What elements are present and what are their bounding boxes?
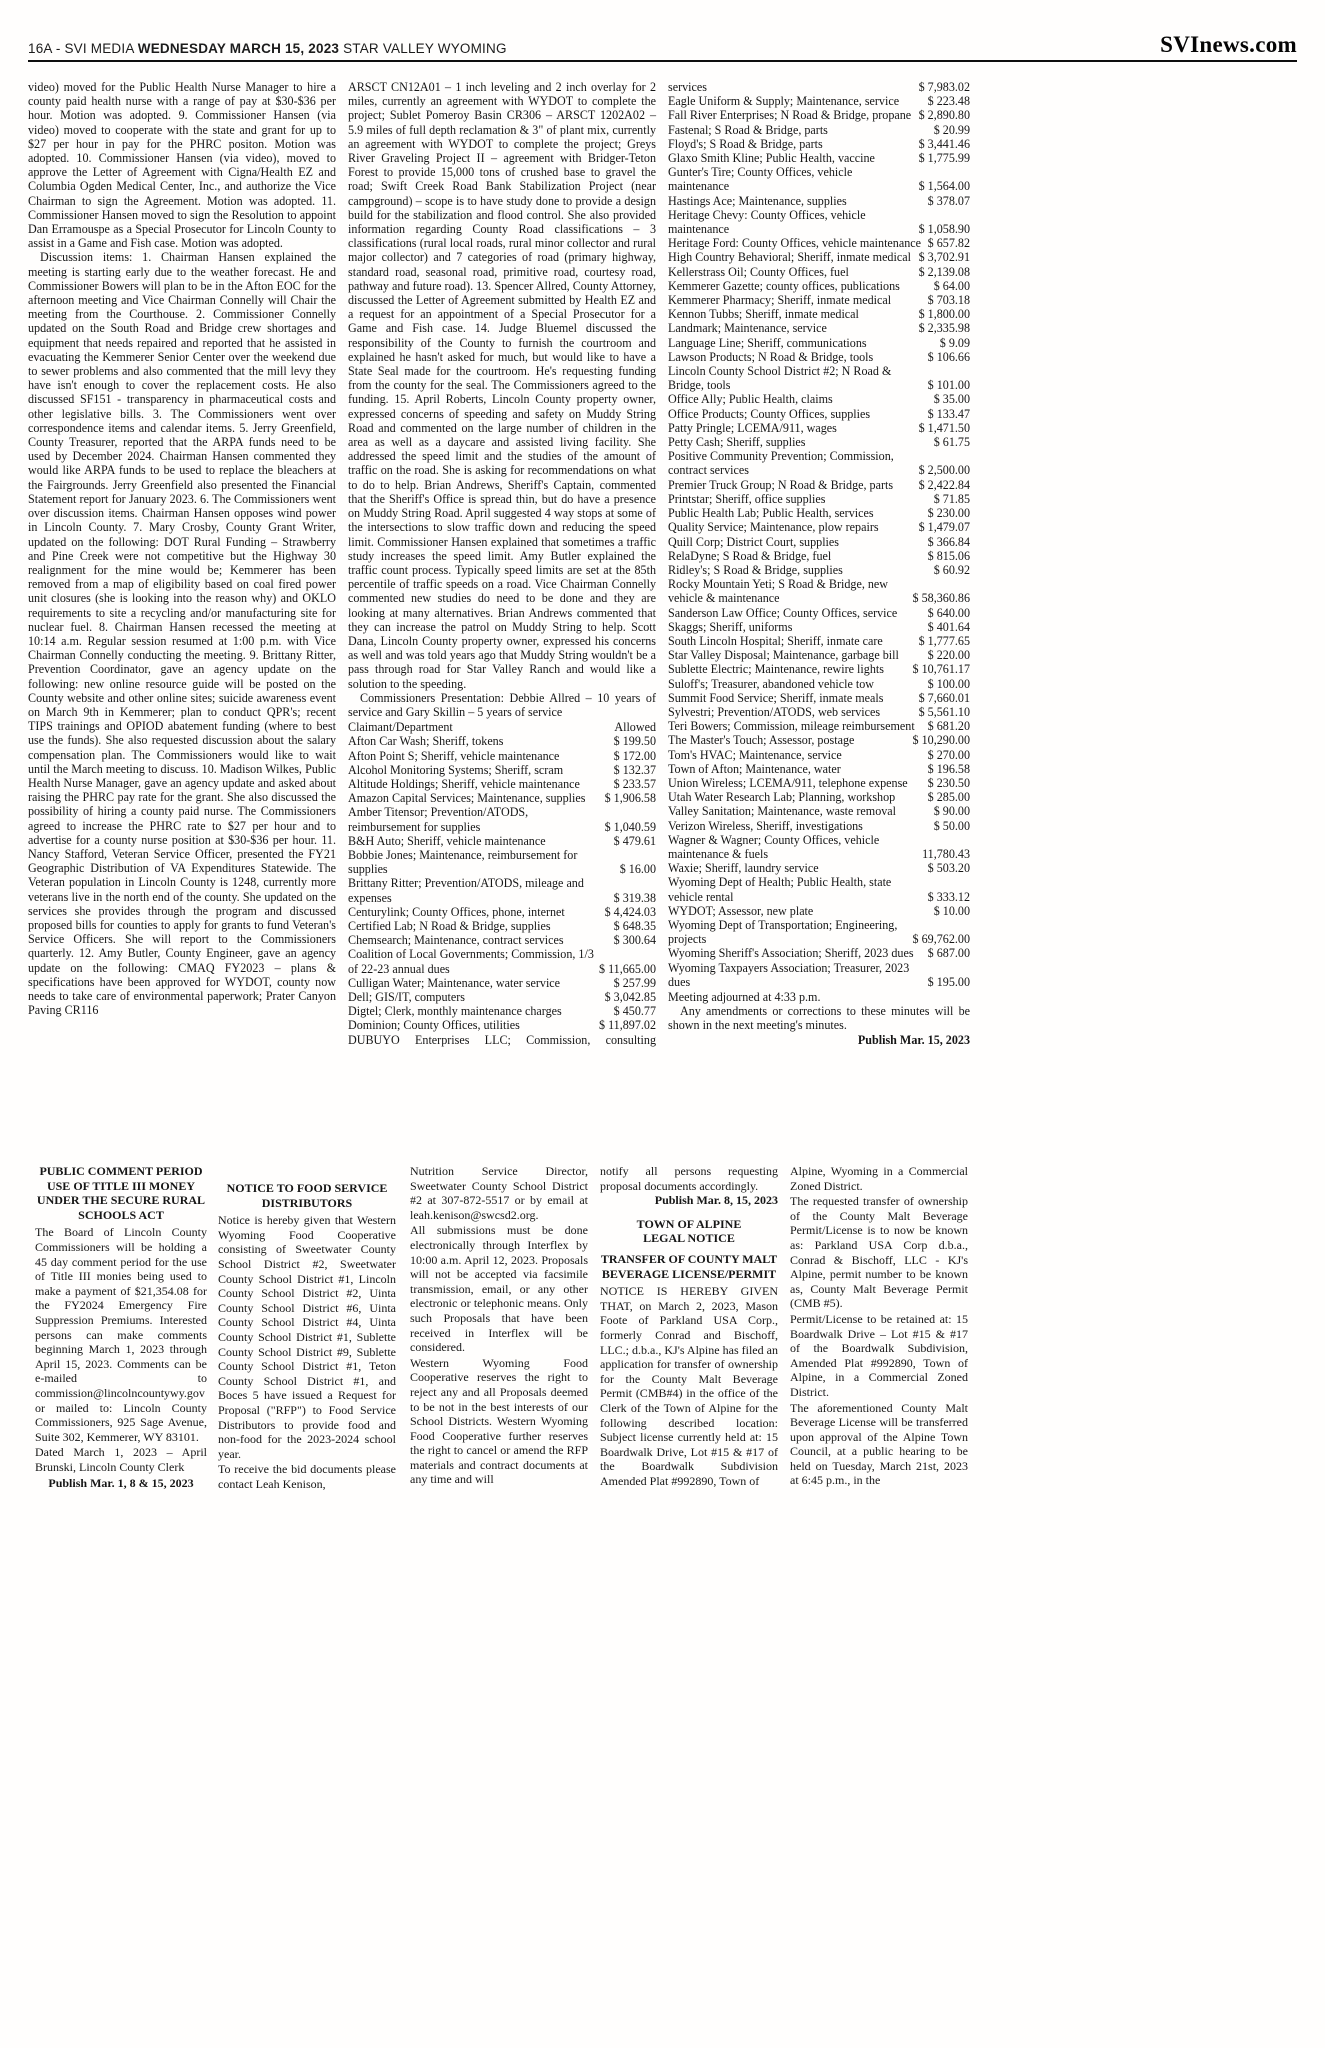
notice-body-food-service-continued (410, 1164, 588, 1487)
notice-title-line: DISTRIBUTORS (261, 1195, 353, 1210)
claim-row (348, 905, 656, 919)
claim-name: Valley Sanitation; Maintenance, waste removal (668, 804, 897, 819)
claim-amount: 11,780.43 (922, 846, 970, 861)
claim-name: Certified Lab; N Road & Bridge, supplies (348, 918, 551, 933)
claim-name: Landmark; Maintenance, service (668, 321, 827, 336)
claim-row (668, 875, 970, 903)
edition-location: STAR VALLEY WYOMING (339, 41, 507, 56)
notice-body-food-service (218, 1213, 396, 1491)
claim-amount: $ 703.18 (927, 293, 970, 308)
claim-row (668, 265, 970, 279)
claim-row (348, 749, 656, 763)
claim-row (668, 449, 970, 477)
claim-row (348, 876, 656, 904)
claim-name: Positive Community Prevention; Commission, contract services (668, 449, 894, 478)
claim-row (668, 520, 970, 534)
claims-header-allowed: Allowed (614, 720, 656, 735)
claims-list-part2 (668, 80, 970, 989)
claim-row (668, 961, 970, 989)
paragraph: Dated March 1, 2023 – April Brunski, Lincoln County Clerk (35, 1445, 207, 1474)
claim-name: Waxie; Sheriff, laundry service (668, 861, 819, 876)
claim-amount: $ 2,890.80 (918, 108, 970, 123)
claim-row (348, 990, 656, 1004)
notice-title-line: UNDER THE SECURE RURAL (36, 1193, 206, 1208)
claim-row (348, 805, 656, 833)
claim-row (668, 634, 970, 648)
paragraph: To receive the bid documents please contact Leah Kenison, (218, 1462, 396, 1491)
claim-row (348, 976, 656, 990)
minutes-column-2 (348, 80, 656, 1047)
claim-name: Town of Afton; Maintenance, water (668, 761, 841, 776)
notice-title-line: SCHOOLS ACT (78, 1207, 164, 1222)
masthead-rule (28, 60, 1297, 62)
notice-title-food-service (218, 1181, 396, 1210)
notice-town-of-alpine-continued (790, 1164, 968, 1488)
claim-row (668, 563, 970, 577)
claim-name: Amber Titensor; Prevention/ATODS, reimbursement for supplies (348, 805, 529, 834)
claim-amount: $ 1,906.58 (604, 791, 656, 806)
paragraph: ARSCT CN12A01 – 1 inch leveling and 2 inch overlay for 2 miles, currently an agreement with WYDOT to complete the project; Sublet Pomeroy Basin CR306 – ARSCT 1202A02 – 5.9 miles of full depth reclamation & 3" of plant mix, currently an agreement with WYDOT to complete the project; Greys River Graveling Project II – agreement with Bridger-Teton Forest to provide 15,000 tons of crushed base to gravel the road; Swift Creek Road Bank Stabilization Project (near campground) – scope is to have study done to provide a design build for the stabilization and flood control. She also provided information regarding County Road classifications – 3 classifications (rural local roads, rural minor collector and rural major collector) and 7 categories of road (primary highway, standard road, seasonal road, primitive road, courtesy road, pathway and future road). 13. Spencer Allred, County Attorney, discussed the Letter of Agreement submitted by Health EZ and a request for an appointment of a Special Prosecutor for a Game and Fish case. 14. Judge Bluemel discussed the responsibility of the County to furnish the courtroom and explained he hasn't asked for much, but would like to have a State Seal made for the courtroom. He's requesting funding from the county for the seal. The Commissioners agreed to the funding. 15. April Roberts, Lincoln County property owner, expressed concerns of speeding and safety on Muddy String Road and commented on the large number of children in the area as well as a daycare and assisted living facility. She addressed the speed limit and the studies of the amount of traffic on the road. She is asking for recommendations on what to do to help. Brian Andrews, Sheriff's Captain, commented that the Sheriff's Office is spread thin, but do have a presence on Muddy String Road. April suggested 4 way stops at some of the intersections to slow traffic down and reducing the speed limit. Commissioner Hansen explained that sometimes a traffic study increases the speed limit. Amy Butler explained the traffic count process. Typically speed limits are set at the 85th percentile of traffic speeds on a road. Vice Chairman Connelly commented new studies do need to be done and they are looking at many alternatives. Brian Andrews commented that they can increase the patrol on Muddy String to help. Scott Dana, Lincoln County property owner, expressed his concerns as well and was told years ago that Muddy String wouldn't be a pass through road for Star Valley Ranch and would like a solution to the speeding. (348, 80, 656, 691)
claim-row (668, 94, 970, 108)
claim-row (668, 733, 970, 747)
claim-row (668, 421, 970, 435)
claim-amount: $ 133.47 (927, 406, 970, 421)
claim-name: Language Line; Sheriff, communications (668, 335, 867, 350)
claim-amount: $ 233.57 (613, 776, 656, 791)
claim-row (348, 1004, 656, 1018)
claim-amount: $ 285.00 (927, 790, 970, 805)
claim-name: B&H Auto; Sheriff, vehicle maintenance (348, 833, 546, 848)
claim-amount: $ 223.48 (927, 94, 970, 109)
notice-town-of-alpine (600, 1164, 778, 1488)
claim-row (668, 620, 970, 634)
claim-name: Teri Bowers; Commission, mileage reimbursement (668, 719, 915, 734)
claim-name: Brittany Ritter; Prevention/ATODS, mileage and expenses (348, 876, 584, 905)
claim-row (668, 307, 970, 321)
paragraph: Permit/License to be retained at: 15 Boardwalk Drive – Lot #15 & #17 of the Boardwalk Subdivision, Amended Plat #992890, Town of Alpine, in a Commercial Zoned District. (790, 1311, 968, 1399)
claim-amount: $ 1,471.50 (918, 420, 970, 435)
claim-row (668, 946, 970, 960)
notice-title-line: LEGAL NOTICE (643, 1231, 735, 1246)
claim-row (668, 208, 970, 236)
claim-amount: $ 35.00 (933, 392, 970, 407)
claim-row (668, 478, 970, 492)
claim-name: Heritage Chevy: County Offices, vehicle maintenance (668, 207, 866, 237)
publish-date-public-comment: Publish Mar. 1, 8 & 15, 2023 (48, 1476, 194, 1491)
notice-body-alpine (600, 1284, 778, 1488)
paragraph: notify all persons requesting proposal documents accordingly. (600, 1164, 778, 1193)
claim-amount: $ 401.64 (927, 619, 970, 634)
minutes-column-1 (28, 80, 336, 1017)
claim-name: Patty Pringle; LCEMA/911, wages (668, 420, 837, 435)
claim-amount: $ 196.58 (927, 761, 970, 776)
claim-amount: $ 2,139.08 (918, 264, 970, 279)
claim-name: Sanderson Law Office; County Offices, service (668, 605, 898, 620)
claim-row (668, 748, 970, 762)
paragraph: NOTICE IS HEREBY GIVEN THAT, on March 2, 2023, Mason Foote of Parkland USA Corp., formerly Conrad and Bischoff, LLC.; d.b.a., KJ's Alpine has filed an application for transfer of ownership for the County Malt Beverage Permit (CMB#4) in the office of the Clerk of the Town of Alpine for the following described location: Subject license currently held at: 15 Boardwalk Drive, Lot #15 & #17 of the Boardwalk Subdivision Amended Plat #992890, Town of (600, 1284, 778, 1488)
claim-name: Bobbie Jones; Maintenance, reimbursement for supplies (348, 847, 578, 877)
claim-name: Kemmerer Gazette; county offices, publications (668, 278, 900, 293)
claim-name: Dominion; County Offices, utilities (348, 1018, 520, 1033)
claim-name: Afton Car Wash; Sheriff, tokens (348, 734, 504, 749)
claim-row (668, 151, 970, 165)
paragraph: The Board of Lincoln County Commissioners will be holding a 45 day comment period for the use of Title III monies being used to make a payment of $21,354.08 for the FY2024 Emergency Fire Suppression Premiums. Interested persons can make comments beginning March 1, 2023 through April 15, 2023. Comments can be e-mailed to commission@lincolncountywy.gov or mailed to: Lincoln County Commissioners, 925 Sage Avenue, Suite 302, Kemmerer, WY 83101. (35, 1225, 207, 1444)
claim-amount: $ 20.99 (933, 122, 970, 137)
claim-amount: $ 648.35 (613, 918, 656, 933)
claim-name: Office Products; County Offices, supplies (668, 406, 871, 421)
claim-name: South Lincoln Hospital; Sheriff, inmate care (668, 633, 883, 648)
claim-amount: $ 319.38 (613, 890, 656, 905)
claim-name: Office Ally; Public Health, claims (668, 392, 833, 407)
claim-row (668, 492, 970, 506)
claim-name: Kennon Tubbs; Sheriff, inmate medical (668, 307, 859, 322)
notice-title-line: BEVERAGE LICENSE/PERMIT (601, 1266, 777, 1281)
notice-body-alpine-continued (790, 1164, 968, 1488)
claim-row (668, 123, 970, 137)
claim-amount: $ 3,042.85 (604, 990, 656, 1004)
claim-name: Eagle Uniform & Supply; Maintenance, service (668, 94, 900, 109)
claim-amount: $ 7,660.01 (918, 690, 970, 705)
claim-name: Wagner & Wagner; County Offices, vehicle maintenance & fuels (668, 832, 880, 861)
claim-amount: $ 815.06 (927, 548, 970, 563)
claim-amount: $ 10.00 (933, 903, 970, 918)
claim-name: Summit Food Service; Sheriff, inmate meals (668, 690, 884, 705)
claim-row (348, 791, 656, 805)
claim-row (668, 250, 970, 264)
claim-row (668, 165, 970, 193)
notice-body-food-service-tail (600, 1164, 778, 1193)
claim-name: Centurylink; County Offices, phone, internet (348, 904, 565, 919)
claim-row (668, 662, 970, 676)
notice-title-public-comment (35, 1164, 207, 1222)
claim-row (348, 777, 656, 791)
claim-row (668, 833, 970, 861)
claim-amount: $ 4,424.03 (604, 904, 656, 919)
claim-row (668, 137, 970, 151)
claim-amount: $ 1,800.00 (918, 307, 970, 322)
claim-name: Fall River Enterprises; N Road & Bridge, propane (668, 108, 912, 123)
claim-row (668, 861, 970, 875)
notice-title-line: USE OF TITLE III MONEY (46, 1178, 196, 1193)
claim-amount: $ 10,290.00 (912, 733, 970, 748)
notice-title-line: NOTICE TO FOOD SERVICE (226, 1181, 388, 1195)
claim-name: Hastings Ace; Maintenance, supplies (668, 193, 847, 208)
claim-row (668, 293, 970, 307)
claim-row (348, 848, 656, 876)
claim-amount: $ 2,335.98 (918, 321, 970, 336)
claim-amount: $ 195.00 (927, 974, 970, 989)
claim-name: Floyd's; S Road & Bridge, parts (668, 136, 823, 151)
claim-amount: $ 1,058.90 (918, 222, 970, 237)
claim-name: Dell; GIS/IT, computers (348, 990, 465, 1004)
claim-amount: $ 333.12 (927, 889, 970, 904)
claim-amount: $ 10,761.17 (912, 662, 970, 677)
minutes-closing (668, 990, 970, 1033)
claim-row (668, 691, 970, 705)
notice-public-comment-period (35, 1164, 207, 1491)
claim-amount: $ 230.50 (927, 775, 970, 790)
paragraph: The aforementioned County Malt Beverage License will be transferred upon approval of the Alpine Town Council, at a public hearing to be held on Tuesday, March 21st, 2023 at 6:45 p.m., in the (790, 1400, 968, 1488)
claim-row (668, 648, 970, 662)
claim-name: Glaxo Smith Kline; Public Health, vaccine (668, 151, 875, 166)
notice-food-service (218, 1164, 396, 1491)
claim-row (668, 364, 970, 392)
paragraph: Any amendments or corrections to these minutes will be shown in the next meeting's minutes. (668, 1004, 970, 1033)
claim-amount: $ 479.61 (613, 833, 656, 848)
paragraph: Discussion items: 1. Chairman Hansen explained the meeting is starting early due to the weather forecast. He and Commissioner Bowers will plan to be in the Afton EOC for the afternoon meeting and Vice Chairman Connelly will Chair the meeting from the Courthouse. 2. Commissioner Connelly updated on the South Road and Bridge crew shortages and equipment that needs repaired and reported that he assisted in evacuating the Kemmerer Senior Center over the weekend due to sewer problems and also commented that the mill levy they have isn't enough to cover the replacement costs. He also discussed SF151 - transparency in pharmaceutical costs and other legislative bills. 3. The Commissioners went over correspondence items and calendar items. 5. Jerry Greenfield, County Treasurer, reported that the ARPA funds need to be used by December 2024. Chairman Hansen commented they would like ARPA funds to be used to replace the bleachers at the Fairgrounds. Jerry Greenfield also presented the Financial Statement report for January 2023. 6. The Commissioners went over discussion items. Chairman Hansen opposes wind power in Lincoln County. 7. Mary Crosby, County Grant Writer, updated on the following: DOT Rural Funding – Strawberry and Pine Creek were not competitive but the Highway 30 realignment for the mine would be; Kemmerer has been removed from a map of eligibility based on coal fired power unit closures (she is looking into the reason why) and OKLO requirements to site a recycling and/or manufacturing site for nuclear fuel. 8. Chairman Hansen recessed the meeting at 10:14 a.m. Regular session resumed at 1:00 p.m. with Vice Chairman Connelly conducting the meeting. 9. Brittany Ritter, Prevention Coordinator, gave an agency update on the following: new online resource guide will be posted on the County website and other online sites; suicide awareness event on March 9th in Kemmerer; plan to conduct QPR's; recent TIPS trainings and OPIOD abatement funding (where to best use the funds). She also requested discussion about the salary compensation plan. The Commissioners would like to wait until the March meeting to discuss. 10. Madison Wilkes, Public Health Nurse Manager, gave an agency update and asked about raising the PHRC pay rate for the grant. She also discussed the possibility of hiring a county paid nurse. The Commissioners agreed to increase the PHRC rate to $27 per hour and to advertise for a county nurse position at $30-$36 per hour. 11. Nancy Stafford, Veteran Service Officer, presented the FY21 Geographic Distribution of VA Expenditures Statewide. The Veteran population in Lincoln County is 1248, currently more veterans live in the north end of the county. She updated on the services she provides through the program and discussed proposed bills for counties to apply for grants to fund Veteran's Service Officers. She will report to the Commissioners quarterly. 12. Amy Butler, County Engineer, gave an agency update on the following: CMAQ FY2023 – plans & specifications have been approved for WYDOT, county now needs to take care of environmental paperwork; Prater Canyon Paving CR116 (28, 250, 336, 1018)
claim-amount: $ 132.37 (613, 762, 656, 777)
claim-amount: $ 300.64 (613, 933, 656, 948)
edition-page-label: 16A - SVI MEDIA (28, 41, 138, 56)
website-link[interactable]: SVInews.com (1160, 32, 1297, 57)
claim-name: Coalition of Local Governments; Commission, 1/3 of 22-23 annual dues (348, 947, 594, 976)
paragraph: Meeting adjourned at 4:33 p.m. (668, 990, 821, 1004)
claim-name: Wyoming Sheriff's Association; Sheriff, 2023 dues (668, 946, 914, 961)
claim-amount: $ 220.00 (927, 648, 970, 663)
claim-name: Petty Cash; Sheriff, supplies (668, 435, 806, 450)
claim-amount: $ 100.00 (927, 676, 970, 691)
claim-name: Kemmerer Pharmacy; Sheriff, inmate medical (668, 293, 892, 308)
notice-title-line: PUBLIC COMMENT PERIOD (39, 1164, 203, 1178)
claim-row (668, 321, 970, 335)
claim-amount: $ 5,561.10 (918, 704, 970, 719)
claim-row (348, 919, 656, 933)
claims-continuation-line: DUBUYO Enterprises LLC; Commission, consulting (348, 1032, 656, 1047)
claim-name: Amazon Capital Services; Maintenance, supplies (348, 791, 586, 806)
claim-row (668, 435, 970, 449)
edition-date: WEDNESDAY MARCH 15, 2023 (137, 41, 340, 56)
claim-amount: $ 270.00 (927, 747, 970, 762)
claim-name: Wyoming Taxpayers Association; Treasurer, 2023 dues (668, 960, 910, 989)
claim-amount: $ 366.84 (927, 534, 970, 549)
claim-amount: $ 101.00 (927, 378, 970, 393)
claim-row (348, 947, 656, 975)
claim-row (668, 577, 970, 605)
claim-name: Rocky Mountain Yeti; S Road & Bridge, new vehicle & maintenance (668, 577, 889, 606)
claim-name: Union Wireless; LCEMA/911, telephone expense (668, 775, 908, 790)
claim-row (668, 677, 970, 691)
claim-row (348, 834, 656, 848)
claim-amount: $ 7,983.02 (918, 80, 970, 94)
claim-amount: $ 1,777.65 (918, 633, 970, 648)
notice-title-alpine (600, 1217, 778, 1246)
claim-name: Tom's HVAC; Maintenance, service (668, 747, 842, 762)
claim-amount: $ 50.00 (933, 818, 970, 833)
claims-table-header (348, 720, 656, 734)
claim-row (348, 1018, 656, 1032)
claim-amount: $ 172.00 (613, 748, 656, 763)
minutes-column-3 (668, 80, 970, 1047)
claim-amount: $ 199.50 (613, 734, 656, 749)
paragraph: All submissions must be done electronically through Interflex by 10:00 a.m. April 12, 2023. Proposals will not be accepted via facsimile transmission, email, or any other electronic or telephonic means. Only such Proposals that have been received in Interflex will be considered. (410, 1223, 588, 1355)
claim-row (668, 719, 970, 733)
claim-name: High Country Behavioral; Sheriff, inmate medical (668, 250, 911, 265)
claim-row (348, 763, 656, 777)
claim-name: Verizon Wireless, Sheriff, investigations (668, 818, 863, 833)
paragraph: video) moved for the Public Health Nurse Manager to hire a county paid health nurse with a range of pay at $30-$36 per hour. Motion was adopted. 9. Commissioner Hansen (via video) moved to cooperate with the state and grant for up to $27 per hour in pay for the PHRC positon. Motion was adopted. 10. Commissioner Hansen (via video), moved to approve the Letter of Agreement with Cigna/Health EZ and Columbia Ogden Medical Center, Inc., and authorize the Vice Chairman to sign the Agreement. Motion was adopted. 11. Commissioner Hansen moved to sign the Resolution to appoint Dan Erramouspe as a Special Prosecutor for Lincoln County to assist in a Game and Fish case. Motion was adopted. (28, 80, 336, 251)
claim-row (668, 506, 970, 520)
notice-title-line: TOWN OF ALPINE (636, 1216, 742, 1231)
claim-amount: $ 378.07 (927, 193, 970, 208)
claim-amount: $ 71.85 (933, 491, 970, 506)
claim-amount: $ 60.92 (933, 562, 970, 577)
claim-row (348, 933, 656, 947)
notice-food-service-continued (410, 1164, 588, 1487)
claim-name: Quality Service; Maintenance, plow repairs (668, 520, 879, 535)
claim-amount: $ 61.75 (933, 435, 970, 450)
claim-amount: $ 16.00 (619, 862, 656, 877)
paragraph: Notice is hereby given that Western Wyoming Food Cooperative consisting of Sweetwater County School District #2, Sweetwater County School District #1, Lincoln County School District #2, Uinta County School District #6, Uinta County School District #4, Uinta County School District #1, Sublette County School District #9, Sublette County School District #1, Teton County School District #1, and Boces 5 have issued a Request for Proposal ("RFP") to Food Service Distributors to provide food and non-food for the 2023-2024 school year. (218, 1213, 396, 1461)
claim-row (668, 108, 970, 122)
claim-name: Heritage Ford: County Offices, vehicle maintenance (668, 236, 921, 251)
claim-name: services (668, 80, 707, 94)
claim-name: Chemsearch; Maintenance, contract services (348, 933, 564, 948)
claim-name: The Master's Touch; Assessor, postage (668, 733, 855, 748)
claim-amount: $ 687.00 (927, 946, 970, 961)
claim-row (668, 194, 970, 208)
claim-amount: $ 257.99 (613, 975, 656, 990)
publish-date-food-service: Publish Mar. 8, 15, 2023 (654, 1193, 778, 1208)
claim-amount: $ 503.20 (927, 861, 970, 876)
claim-row (668, 392, 970, 406)
claim-row (668, 819, 970, 833)
notice-title-line: TRANSFER OF COUNTY MALT (600, 1251, 778, 1266)
paragraph: Alpine, Wyoming in a Commercial Zoned District. (790, 1164, 968, 1193)
claim-row (668, 918, 970, 946)
claim-name: Skaggs; Sheriff, uniforms (668, 619, 793, 634)
claim-row (668, 705, 970, 719)
claim-amount: $ 64.00 (933, 278, 970, 293)
claim-name: Quill Corp; District Court, supplies (668, 534, 839, 549)
claim-amount: $ 3,441.46 (918, 136, 970, 151)
claim-row (668, 606, 970, 620)
claim-amount: $ 58,360.86 (912, 591, 970, 606)
claim-row (668, 80, 970, 94)
claim-row (668, 236, 970, 250)
claim-name: Gunter's Tire; County Offices, vehicle maintenance (668, 165, 853, 194)
claim-amount: $ 90.00 (933, 804, 970, 819)
claim-name: Kellerstrass Oil; County Offices, fuel (668, 264, 849, 279)
claim-name: Sylvestri; Prevention/ATODS, web services (668, 704, 881, 719)
claim-amount: $ 9.09 (939, 335, 970, 350)
claim-amount: $ 11,665.00 (599, 961, 656, 976)
claim-amount: $ 230.00 (927, 506, 970, 521)
claims-header-claimant: Claimant/Department (348, 720, 453, 735)
claim-name: WYDOT; Assessor, new plate (668, 903, 814, 918)
claim-row (668, 407, 970, 421)
claim-amount: $ 11,897.02 (599, 1018, 656, 1033)
claim-name: Afton Point S; Sheriff, vehicle maintenance (348, 748, 560, 763)
claim-row (668, 776, 970, 790)
notice-body-public-comment (35, 1225, 207, 1474)
claim-amount: $ 106.66 (927, 349, 970, 364)
claim-name: Utah Water Research Lab; Planning, workshop (668, 790, 896, 805)
claim-amount: $ 450.77 (613, 1004, 656, 1019)
claim-name: Sublette Electric; Maintenance, rewire lights (668, 662, 884, 677)
claim-row (668, 336, 970, 350)
claim-amount: $ 2,422.84 (918, 477, 970, 492)
edition-info (28, 41, 507, 58)
claim-name: Premier Truck Group; N Road & Bridge, parts (668, 477, 894, 492)
paragraph: The requested transfer of ownership of the County Malt Beverage Permit/License is to now be known as: Parkland USA Corp d.b.a., Conrad & Bischoff, LLC - KJ's Alpine, permit number to be known as, County Malt Beverage Permit (CMB #5). (790, 1194, 968, 1311)
claim-row (668, 279, 970, 293)
minutes-column-2-text (348, 80, 656, 719)
claim-name: Public Health Lab; Public Health, services (668, 506, 874, 521)
paragraph: Commissioners Presentation: Debbie Allred – 10 years of service and Gary Skillin – 5 years of service (348, 690, 656, 719)
claim-row (668, 804, 970, 818)
claim-amount: $ 1,040.59 (604, 819, 656, 834)
claim-amount: $ 681.20 (927, 719, 970, 734)
masthead (28, 26, 1297, 58)
claim-name: Ridley's; S Road & Bridge, supplies (668, 562, 843, 577)
claim-name: RelaDyne; S Road & Bridge, fuel (668, 548, 832, 563)
claim-name: Culligan Water; Maintenance, water service (348, 975, 561, 990)
claim-row (668, 350, 970, 364)
claim-name: Suloff's; Treasurer, abandoned vehicle tow (668, 676, 875, 691)
claim-row (668, 762, 970, 776)
claim-name: Digtel; Clerk, monthly maintenance charges (348, 1004, 562, 1019)
claim-row (668, 904, 970, 918)
claim-amount: $ 640.00 (927, 605, 970, 620)
claim-name: Lincoln County School District #2; N Road & Bridge, tools (668, 364, 892, 393)
claim-row (668, 535, 970, 549)
claim-name: Printstar; Sheriff, office supplies (668, 491, 826, 506)
claim-amount: $ 69,762.00 (912, 932, 970, 947)
claim-row (668, 790, 970, 804)
claim-name: Wyoming Dept of Transportation; Engineering, projects (668, 917, 898, 947)
paragraph: Nutrition Service Director, Sweetwater County School District #2 at 307-872-5517 or by email at leah.kenison@swcsd2.org. (410, 1164, 588, 1222)
claims-list-part1 (348, 734, 656, 1032)
claim-row (668, 549, 970, 563)
claim-name: Star Valley Disposal; Maintenance, garbage bill (668, 648, 899, 663)
claim-row (348, 734, 656, 748)
paragraph: Western Wyoming Food Cooperative reserves the right to reject any and all Proposals deemed to be not in the best interests of our School Districts. Western Wyoming Food Cooperative further reserves the right to cancel or amend the RFP materials and contract documents at any time and will (410, 1355, 588, 1487)
claim-amount: $ 1,479.07 (918, 520, 970, 535)
claim-name: Fastenal; S Road & Bridge, parts (668, 122, 828, 137)
claim-name: Alcohol Monitoring Systems; Sheriff, scram (348, 762, 564, 777)
claim-name: Altitude Holdings; Sheriff, vehicle maintenance (348, 776, 580, 791)
notice-subtitle-alpine (600, 1252, 778, 1281)
claim-name: Wyoming Dept of Health; Public Health, state vehicle rental (668, 875, 892, 904)
claim-amount: $ 2,500.00 (918, 463, 970, 478)
claim-name: Lawson Products; N Road & Bridge, tools (668, 349, 874, 364)
publish-date-minutes: Publish Mar. 15, 2023 (857, 1032, 970, 1047)
claim-amount: $ 1,775.99 (918, 151, 970, 166)
claim-amount: $ 3,702.91 (918, 250, 970, 265)
claim-amount: $ 657.82 (927, 236, 970, 251)
claim-amount: $ 1,564.00 (918, 179, 970, 194)
